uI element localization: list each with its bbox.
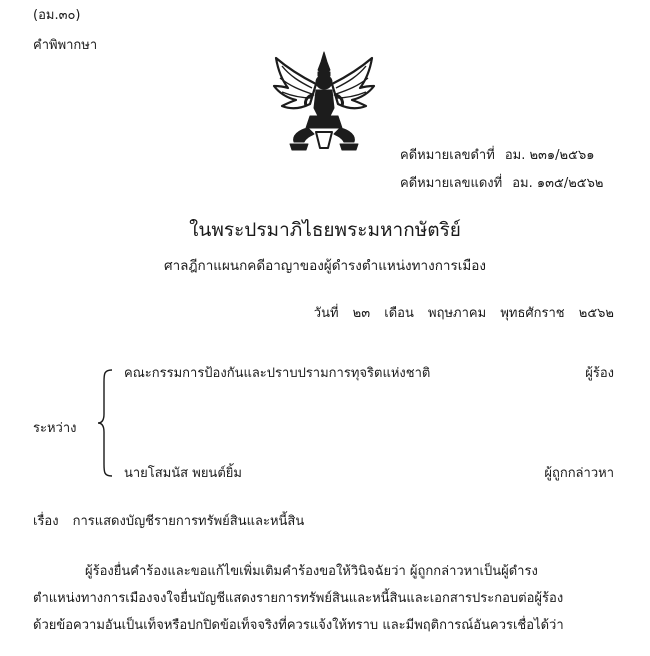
day-value: ๒๓	[352, 306, 371, 321]
subject-label: เรื่อง	[33, 514, 59, 529]
judgment-date	[314, 306, 614, 322]
body-paragraph	[33, 558, 617, 639]
month-label: เดือน	[384, 306, 414, 321]
form-code: (อม.๓๐)	[33, 8, 81, 23]
black-case-number	[400, 148, 594, 164]
body-line: ด้วยข้อความอันเป็นเท็จหรือปกปิดข้อเท็จจริงที่ควรแจ้งให้ทราบ และมีพฤติการณ์อันควรเชื่อได้ว่า	[33, 618, 564, 633]
garuda-emblem-icon	[268, 50, 380, 154]
petitioner-role: ผู้ร้อง	[585, 366, 614, 381]
black-case-value: อม. ๒๓๑/๒๕๖๑	[504, 148, 595, 163]
body-line: ผู้ร้องยื่นคำร้องและขอแก้ไขเพิ่มเติมคำร้องขอให้วินิจฉัยว่า ผู้ถูกกล่าวหาเป็นผู้ดำรง	[85, 564, 538, 579]
year-value: ๒๕๖๒	[578, 306, 614, 321]
red-case-number	[400, 176, 603, 192]
year-label: พุทธศักราช	[500, 306, 565, 321]
month-value: พฤษภาคม	[428, 306, 487, 321]
black-case-label: คดีหมายเลขดำที่	[400, 148, 495, 163]
respondent-name: นายโสมนัส พยนต์ยิ้ม	[124, 466, 242, 481]
petitioner-name: คณะกรรมการป้องกันและปราบปรามการทุจริตแห่งชาติ	[124, 366, 431, 381]
day-label: วันที่	[313, 306, 339, 321]
royal-title: ในพระปรมาภิไธยพระมหากษัตริย์	[189, 219, 461, 241]
body-line: ตำแหน่งทางการเมืองจงใจยื่นบัญชีแสดงรายการทรัพย์สินและหนี้สินและเอกสารประกอบต่อผู้ร้อง	[33, 591, 564, 606]
red-case-label: คดีหมายเลขแดงที่	[400, 176, 503, 191]
subject-text: การแสดงบัญชีรายการทรัพย์สินและหนี้สิน	[72, 514, 305, 529]
curly-brace-icon	[96, 368, 114, 478]
document-type-title: คำพิพากษา	[33, 38, 98, 53]
court-name: ศาลฎีกาแผนกคดีอาญาของผู้ดำรงตำแหน่งทางการเมือง	[164, 258, 486, 274]
between-label: ระหว่าง	[33, 421, 77, 436]
subject-line	[33, 514, 304, 530]
respondent-role: ผู้ถูกกล่าวหา	[544, 466, 614, 481]
red-case-value: อม. ๑๓๕/๒๕๖๒	[512, 176, 604, 191]
